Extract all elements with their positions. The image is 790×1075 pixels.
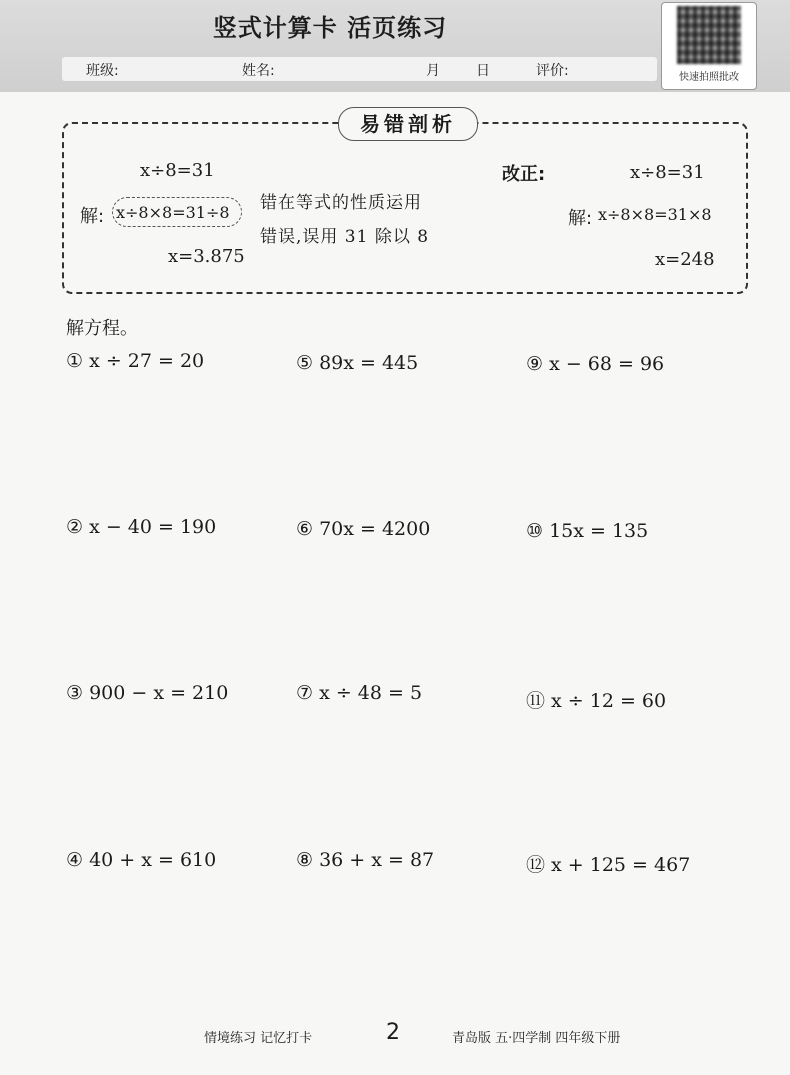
page-header — [0, 0, 790, 92]
problem-11: ⑪ x ÷ 12 = 60 — [526, 690, 667, 712]
error-note-line2: 错误,误用 31 除以 8 — [260, 227, 430, 247]
student-info-bar — [62, 57, 657, 81]
page-number: 2 — [386, 1020, 400, 1045]
wrong-equation: x÷8=31 — [140, 160, 215, 181]
correct-result: x=248 — [655, 249, 715, 270]
correction-label: 改正: — [502, 164, 546, 185]
problem-10: ⑩ 15x = 135 — [526, 520, 649, 542]
problem-1: ① x ÷ 27 = 20 — [66, 350, 205, 372]
page-title: 竖式计算卡 活页练习 — [212, 13, 448, 42]
problem-2: ② x − 40 = 190 — [66, 516, 217, 538]
problem-8: ⑧ 36 + x = 87 — [296, 849, 435, 871]
problem-4: ④ 40 + x = 610 — [66, 849, 217, 871]
wrong-step: x÷8×8=31÷8 — [116, 203, 230, 222]
problem-5: ⑤ 89x = 445 — [296, 352, 419, 374]
error-analysis-title: 易错剖析 — [338, 107, 478, 141]
month-label: 月 — [426, 63, 440, 79]
problem-7: ⑦ x ÷ 48 = 5 — [296, 682, 423, 704]
correct-step: x÷8×8=31×8 — [598, 205, 712, 224]
wrong-solve-label: 解: — [80, 206, 105, 227]
correct-equation: x÷8=31 — [630, 162, 705, 183]
qr-code-icon[interactable] — [677, 6, 741, 64]
problem-9: ⑨ x − 68 = 96 — [526, 353, 665, 375]
problem-6: ⑥ 70x = 4200 — [296, 518, 431, 540]
qr-code-panel[interactable] — [661, 2, 757, 90]
footer-left-text: 情境练习 记忆打卡 — [204, 1031, 313, 1046]
problem-12: ⑫ x + 125 = 467 — [526, 854, 691, 876]
problem-3: ③ 900 − x = 210 — [66, 682, 229, 704]
name-label: 姓名: — [242, 63, 275, 79]
footer-right-text: 青岛版 五·四学制 四年级下册 — [452, 1031, 621, 1046]
qr-caption: 快速拍照批改 — [679, 72, 739, 83]
wrong-result: x=3.875 — [168, 246, 245, 267]
day-label: 日 — [476, 63, 490, 79]
class-label: 班级: — [86, 63, 119, 79]
correct-solve-label: 解: — [568, 208, 593, 229]
instruction-text: 解方程。 — [66, 318, 138, 339]
error-note-line1: 错在等式的性质运用 — [260, 193, 422, 213]
evaluation-label: 评价: — [536, 63, 569, 79]
